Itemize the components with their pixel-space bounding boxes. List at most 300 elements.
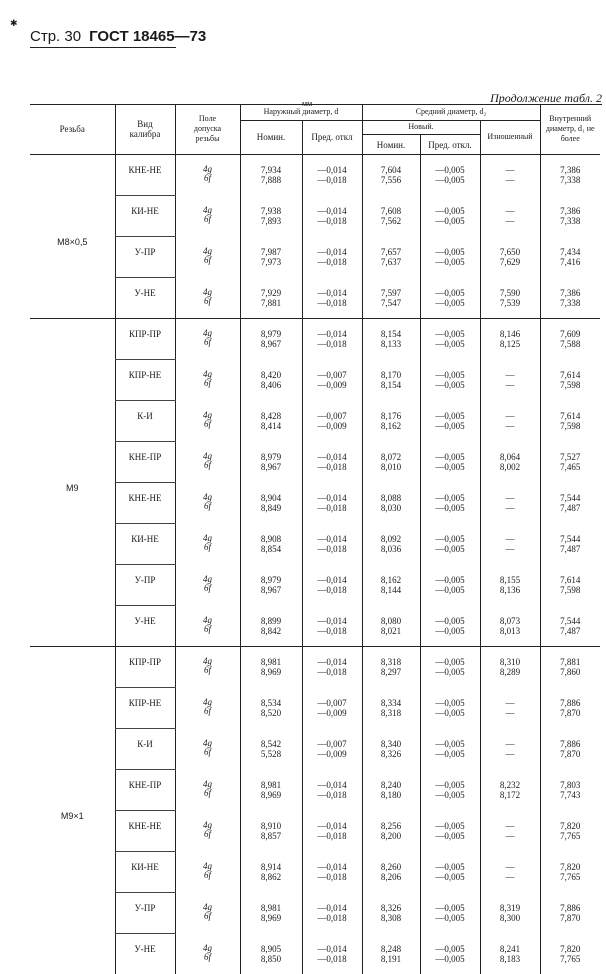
outer-nominal: [240, 606, 302, 647]
inner-diameter: [540, 934, 600, 974]
pitch-nominal-value: 8,180: [363, 790, 420, 800]
gauge-type-value: КНЕ-НЕ: [116, 165, 175, 175]
outer-deviation: [302, 278, 362, 319]
pitch-nominal: [362, 442, 420, 483]
tolerance-field-value: 6f: [176, 789, 240, 798]
inner-diameter-value: 7,765: [541, 831, 601, 841]
outer-nominal-value: 8,406: [241, 380, 302, 390]
pitch-deviation-value: —0,005: [421, 165, 480, 175]
inner-diameter-value: 7,886: [541, 903, 601, 913]
pitch-nominal: [362, 934, 420, 974]
outer-deviation-value: —0,018: [303, 831, 362, 841]
outer-deviation: [302, 565, 362, 606]
pitch-deviation: [420, 237, 480, 278]
outer-deviation-value: —0,007: [303, 739, 362, 749]
outer-deviation-value: —0,018: [303, 216, 362, 226]
inner-diameter-value: 7,765: [541, 954, 601, 964]
tolerance-field-value: 4g: [176, 247, 240, 256]
pitch-nominal-value: 8,088: [363, 493, 420, 503]
pitch-nominal-value: 8,318: [363, 708, 420, 718]
worn-diameter: [480, 893, 540, 934]
outer-nominal-value: 7,934: [241, 165, 302, 175]
worn-diameter-value: —: [481, 165, 540, 175]
inner-diameter-value: 7,434: [541, 247, 601, 257]
tolerance-field-value: 4g: [176, 944, 240, 953]
pitch-deviation-value: —0,005: [421, 216, 480, 226]
outer-nominal: [240, 278, 302, 319]
worn-diameter: [480, 319, 540, 360]
outer-nominal: [240, 934, 302, 974]
worn-diameter-value: 8,136: [481, 585, 540, 595]
gauge-type: [115, 893, 175, 934]
tolerance-field: [175, 360, 240, 401]
worn-diameter-value: 8,241: [481, 944, 540, 954]
pitch-nominal-value: 8,133: [363, 339, 420, 349]
tolerance-field: [175, 606, 240, 647]
gauge-type-value: КПР-ПР: [116, 657, 175, 667]
gauge-type: [115, 688, 175, 729]
outer-nominal: [240, 155, 302, 196]
pitch-deviation-value: —0,005: [421, 698, 480, 708]
worn-diameter-value: —: [481, 175, 540, 185]
outer-nominal-value: 7,929: [241, 288, 302, 298]
outer-nominal-value: 7,888: [241, 175, 302, 185]
worn-diameter-value: —: [481, 534, 540, 544]
worn-diameter: [480, 934, 540, 974]
table-row: [30, 319, 600, 360]
outer-deviation: [302, 524, 362, 565]
table-row: [30, 360, 600, 401]
outer-deviation-value: —0,014: [303, 780, 362, 790]
gauge-type-value: У-НЕ: [116, 944, 175, 954]
pitch-nominal: [362, 360, 420, 401]
inner-diameter-value: 7,544: [541, 534, 601, 544]
outer-nominal-value: 8,857: [241, 831, 302, 841]
worn-diameter-value: 7,650: [481, 247, 540, 257]
outer-nominal-value: 7,938: [241, 206, 302, 216]
pitch-deviation-value: —0,005: [421, 503, 480, 513]
pitch-deviation: [420, 729, 480, 770]
outer-nominal: [240, 401, 302, 442]
inner-diameter: [540, 442, 600, 483]
outer-deviation-value: —0,014: [303, 821, 362, 831]
tolerance-field-value: 4g: [176, 411, 240, 420]
tolerance-field-value: 6f: [176, 953, 240, 962]
tolerance-field-value: 6f: [176, 666, 240, 675]
gauge-type-value: КИ-НЕ: [116, 862, 175, 872]
pitch-deviation: [420, 319, 480, 360]
worn-diameter-value: —: [481, 862, 540, 872]
outer-deviation: [302, 196, 362, 237]
pitch-deviation: [420, 647, 480, 688]
outer-nominal-value: 8,414: [241, 421, 302, 431]
outer-nominal-value: 8,854: [241, 544, 302, 554]
col-outer-diameter: Наружный диаметр, d: [240, 104, 362, 120]
outer-nominal: [240, 524, 302, 565]
gauge-type: [115, 770, 175, 811]
pitch-nominal-value: 8,092: [363, 534, 420, 544]
outer-nominal: [240, 688, 302, 729]
pitch-deviation-value: —0,005: [421, 831, 480, 841]
inner-diameter-value: 7,386: [541, 288, 601, 298]
gauge-type-value: К-И: [116, 739, 175, 749]
inner-diameter-value: 7,820: [541, 862, 601, 872]
inner-diameter-value: 7,338: [541, 175, 601, 185]
pitch-nominal: [362, 852, 420, 893]
col-pitch-nominal: Номин.: [362, 135, 420, 155]
pitch-deviation-value: —0,005: [421, 329, 480, 339]
tolerance-field: [175, 729, 240, 770]
pitch-nominal: [362, 155, 420, 196]
pitch-nominal-value: 8,297: [363, 667, 420, 677]
outer-deviation: [302, 360, 362, 401]
pitch-nominal-value: 8,170: [363, 370, 420, 380]
pitch-deviation: [420, 155, 480, 196]
worn-diameter: [480, 237, 540, 278]
pitch-nominal-value: 8,144: [363, 585, 420, 595]
outer-nominal-value: 8,969: [241, 913, 302, 923]
worn-diameter-value: 8,232: [481, 780, 540, 790]
pitch-deviation: [420, 401, 480, 442]
outer-deviation: [302, 401, 362, 442]
tolerance-field-value: 6f: [176, 256, 240, 265]
pitch-deviation-value: —0,005: [421, 708, 480, 718]
pitch-deviation-value: —0,005: [421, 288, 480, 298]
outer-nominal-value: 7,893: [241, 216, 302, 226]
outer-deviation: [302, 852, 362, 893]
pitch-nominal-value: 7,597: [363, 288, 420, 298]
tolerance-field-value: 6f: [176, 215, 240, 224]
worn-diameter-value: —: [481, 698, 540, 708]
gauge-type-value: КПР-НЕ: [116, 370, 175, 380]
pitch-deviation-value: —0,005: [421, 616, 480, 626]
pitch-nominal-value: 8,248: [363, 944, 420, 954]
col-inner-diameter: Внутренний диаметр, d₁ не более: [540, 104, 600, 155]
outer-nominal-value: 8,914: [241, 862, 302, 872]
inner-diameter-value: 7,765: [541, 872, 601, 882]
pitch-nominal: [362, 729, 420, 770]
inner-diameter-value: 7,614: [541, 411, 601, 421]
pitch-nominal-value: 7,604: [363, 165, 420, 175]
outer-deviation-value: —0,014: [303, 288, 362, 298]
worn-diameter-value: —: [481, 216, 540, 226]
outer-nominal-value: 5,528: [241, 749, 302, 759]
pitch-nominal: [362, 770, 420, 811]
outer-nominal-value: 8,981: [241, 780, 302, 790]
outer-deviation: [302, 893, 362, 934]
worn-diameter-value: 8,146: [481, 329, 540, 339]
inner-diameter: [540, 688, 600, 729]
table-row: [30, 524, 600, 565]
worn-diameter-value: —: [481, 831, 540, 841]
table-row: [30, 606, 600, 647]
tolerance-field-value: 4g: [176, 493, 240, 502]
pitch-nominal-value: 8,010: [363, 462, 420, 472]
outer-nominal-value: 7,881: [241, 298, 302, 308]
pitch-nominal-value: 7,556: [363, 175, 420, 185]
col-pitch-deviation: Пред. откл.: [420, 135, 480, 155]
tolerance-field: [175, 811, 240, 852]
units-label: мм: [302, 99, 312, 108]
outer-deviation-value: —0,018: [303, 585, 362, 595]
pitch-deviation-value: —0,005: [421, 534, 480, 544]
tolerance-field: [175, 852, 240, 893]
outer-nominal: [240, 360, 302, 401]
continuation-label: Продолжение табл. 2: [490, 91, 602, 106]
worn-diameter: [480, 811, 540, 852]
worn-diameter-value: —: [481, 708, 540, 718]
pitch-nominal-value: 8,326: [363, 903, 420, 913]
inner-diameter: [540, 319, 600, 360]
outer-nominal-value: 8,905: [241, 944, 302, 954]
pitch-deviation-value: —0,005: [421, 657, 480, 667]
gauge-type: [115, 934, 175, 974]
worn-diameter-value: —: [481, 544, 540, 554]
outer-nominal-value: 8,534: [241, 698, 302, 708]
tolerance-field: [175, 155, 240, 196]
table-row: [30, 565, 600, 606]
pitch-nominal-value: 8,154: [363, 329, 420, 339]
worn-diameter-value: 8,002: [481, 462, 540, 472]
inner-diameter-value: 7,820: [541, 821, 601, 831]
table-row: [30, 278, 600, 319]
outer-deviation-value: —0,014: [303, 206, 362, 216]
table-row: [30, 442, 600, 483]
worn-diameter: [480, 442, 540, 483]
gauge-type: [115, 196, 175, 237]
gauge-type-value: У-ПР: [116, 903, 175, 913]
header-rule: [30, 47, 176, 48]
col-tolerance-field: Поле допуска резьбы: [175, 104, 240, 155]
gauge-type-value: КНЕ-НЕ: [116, 821, 175, 831]
pitch-nominal: [362, 688, 420, 729]
pitch-deviation-value: —0,005: [421, 862, 480, 872]
pitch-nominal-value: 8,072: [363, 452, 420, 462]
pitch-deviation-value: —0,005: [421, 749, 480, 759]
outer-nominal: [240, 770, 302, 811]
worn-diameter: [480, 360, 540, 401]
table-row: [30, 401, 600, 442]
outer-nominal: [240, 729, 302, 770]
tolerance-field-value: 6f: [176, 297, 240, 306]
pitch-deviation: [420, 811, 480, 852]
outer-deviation-value: —0,014: [303, 657, 362, 667]
inner-diameter: [540, 196, 600, 237]
outer-nominal-value: 7,973: [241, 257, 302, 267]
pitch-deviation-value: —0,005: [421, 411, 480, 421]
tolerance-field-value: 6f: [176, 830, 240, 839]
outer-deviation: [302, 647, 362, 688]
pitch-deviation-value: —0,005: [421, 790, 480, 800]
inner-diameter-value: 7,803: [541, 780, 601, 790]
outer-deviation-value: —0,014: [303, 903, 362, 913]
pitch-deviation: [420, 934, 480, 974]
pitch-nominal-value: 8,340: [363, 739, 420, 749]
outer-deviation-value: —0,014: [303, 862, 362, 872]
pitch-nominal: [362, 647, 420, 688]
inner-diameter: [540, 155, 600, 196]
outer-deviation-value: —0,009: [303, 380, 362, 390]
worn-diameter-value: —: [481, 872, 540, 882]
worn-diameter-value: —: [481, 749, 540, 759]
page-number: Стр. 30: [30, 28, 81, 45]
pitch-deviation-value: —0,005: [421, 493, 480, 503]
worn-diameter-value: 7,590: [481, 288, 540, 298]
outer-nominal-value: 8,967: [241, 462, 302, 472]
table-row: [30, 483, 600, 524]
worn-diameter-value: 8,172: [481, 790, 540, 800]
pitch-deviation-value: —0,005: [421, 585, 480, 595]
table-row: [30, 196, 600, 237]
pitch-nominal-value: 7,562: [363, 216, 420, 226]
gauge-type: [115, 360, 175, 401]
tolerance-field-value: 6f: [176, 543, 240, 552]
outer-deviation-value: —0,018: [303, 872, 362, 882]
pitch-deviation-value: —0,005: [421, 421, 480, 431]
tolerance-field-value: 6f: [176, 174, 240, 183]
worn-diameter: [480, 770, 540, 811]
outer-deviation-value: —0,014: [303, 616, 362, 626]
outer-deviation-value: —0,018: [303, 503, 362, 513]
outer-deviation: [302, 770, 362, 811]
worn-diameter: [480, 688, 540, 729]
inner-diameter: [540, 852, 600, 893]
worn-diameter-value: —: [481, 380, 540, 390]
outer-deviation-value: —0,014: [303, 165, 362, 175]
inner-diameter-value: 7,598: [541, 380, 601, 390]
inner-diameter-value: 7,870: [541, 708, 601, 718]
pitch-deviation: [420, 606, 480, 647]
outer-nominal-value: 8,981: [241, 657, 302, 667]
pitch-nominal-value: 7,547: [363, 298, 420, 308]
pitch-nominal-value: 8,318: [363, 657, 420, 667]
inner-diameter-value: 7,820: [541, 944, 601, 954]
inner-diameter-value: 7,386: [541, 206, 601, 216]
worn-diameter-value: 8,289: [481, 667, 540, 677]
outer-nominal-value: 8,979: [241, 575, 302, 585]
pitch-deviation-value: —0,005: [421, 257, 480, 267]
table-row: [30, 647, 600, 688]
thread-designation: М9: [30, 319, 115, 647]
pitch-nominal-value: 8,021: [363, 626, 420, 636]
worn-diameter-value: 8,125: [481, 339, 540, 349]
tolerance-field-value: 6f: [176, 584, 240, 593]
gauge-table: [30, 104, 600, 974]
outer-deviation: [302, 934, 362, 974]
pitch-deviation-value: —0,005: [421, 667, 480, 677]
outer-nominal-value: 8,969: [241, 790, 302, 800]
pitch-deviation: [420, 524, 480, 565]
outer-nominal-value: 8,520: [241, 708, 302, 718]
pitch-deviation: [420, 483, 480, 524]
worn-diameter-value: 7,629: [481, 257, 540, 267]
table-row: [30, 893, 600, 934]
inner-diameter-value: 7,743: [541, 790, 601, 800]
worn-diameter: [480, 565, 540, 606]
inner-diameter-value: 7,598: [541, 585, 601, 595]
outer-nominal-value: 8,979: [241, 452, 302, 462]
tolerance-field-value: 4g: [176, 698, 240, 707]
col-pitch-diameter: Средний диаметр, d₂: [362, 104, 540, 120]
pitch-nominal: [362, 237, 420, 278]
pitch-deviation-value: —0,005: [421, 370, 480, 380]
pitch-deviation-value: —0,005: [421, 903, 480, 913]
inner-diameter: [540, 524, 600, 565]
col-thread: Резьба: [30, 104, 115, 155]
table-row: [30, 729, 600, 770]
outer-deviation-value: —0,009: [303, 749, 362, 759]
inner-diameter-value: 7,588: [541, 339, 601, 349]
pitch-nominal-value: 8,260: [363, 862, 420, 872]
pitch-nominal-value: 8,334: [363, 698, 420, 708]
inner-diameter-value: 7,598: [541, 421, 601, 431]
tolerance-field-value: 4g: [176, 329, 240, 338]
outer-nominal-value: 8,979: [241, 329, 302, 339]
tolerance-field: [175, 196, 240, 237]
pitch-nominal: [362, 401, 420, 442]
worn-diameter: [480, 852, 540, 893]
worn-diameter-value: —: [481, 503, 540, 513]
gauge-type: [115, 729, 175, 770]
worn-diameter: [480, 401, 540, 442]
outer-nominal-value: 8,904: [241, 493, 302, 503]
outer-deviation: [302, 729, 362, 770]
outer-deviation-value: —0,007: [303, 370, 362, 380]
worn-diameter-value: 7,539: [481, 298, 540, 308]
gauge-type: [115, 811, 175, 852]
worn-diameter-value: —: [481, 821, 540, 831]
inner-diameter-value: 7,881: [541, 657, 601, 667]
outer-deviation-value: —0,018: [303, 175, 362, 185]
tolerance-field: [175, 770, 240, 811]
tolerance-field-value: 6f: [176, 420, 240, 429]
outer-nominal-value: 8,428: [241, 411, 302, 421]
pitch-deviation: [420, 770, 480, 811]
tolerance-field-value: 6f: [176, 748, 240, 757]
worn-diameter-value: 8,300: [481, 913, 540, 923]
tolerance-field-value: 4g: [176, 821, 240, 830]
worn-diameter: [480, 278, 540, 319]
pitch-nominal-value: 8,308: [363, 913, 420, 923]
gauge-type-value: У-ПР: [116, 247, 175, 257]
col-new: Новый.: [362, 120, 480, 135]
table-row: [30, 237, 600, 278]
worn-diameter-value: —: [481, 206, 540, 216]
inner-diameter: [540, 483, 600, 524]
outer-deviation-value: —0,018: [303, 913, 362, 923]
pitch-deviation: [420, 852, 480, 893]
col-outer-nominal: Номин.: [240, 120, 302, 155]
inner-diameter-value: 7,487: [541, 503, 601, 513]
pitch-deviation-value: —0,005: [421, 913, 480, 923]
inner-diameter: [540, 811, 600, 852]
tolerance-field: [175, 524, 240, 565]
pitch-nominal-value: 8,191: [363, 954, 420, 964]
tolerance-field-value: 4g: [176, 370, 240, 379]
outer-deviation: [302, 606, 362, 647]
gauge-type: [115, 524, 175, 565]
tolerance-field-value: 6f: [176, 379, 240, 388]
outer-deviation-value: —0,014: [303, 493, 362, 503]
outer-deviation-value: —0,009: [303, 421, 362, 431]
pitch-nominal: [362, 319, 420, 360]
pitch-deviation-value: —0,005: [421, 175, 480, 185]
inner-diameter-value: 7,338: [541, 216, 601, 226]
table-row: [30, 811, 600, 852]
outer-nominal: [240, 237, 302, 278]
outer-deviation-value: —0,018: [303, 257, 362, 267]
outer-deviation-value: —0,007: [303, 698, 362, 708]
